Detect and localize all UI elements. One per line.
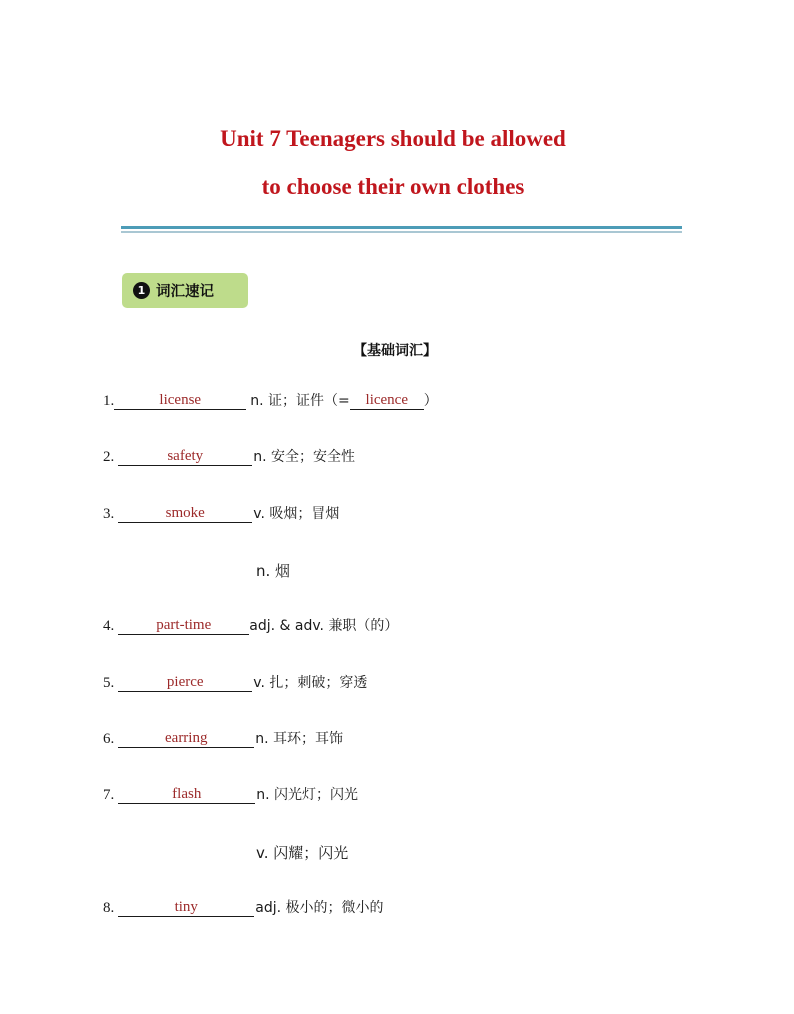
subheading: 【基础词汇】: [353, 343, 437, 359]
item-number: 1.: [103, 393, 115, 409]
answer-blank: license: [114, 392, 246, 410]
answer-blank-alt: licence: [350, 392, 424, 410]
list-item: [103, 390, 438, 410]
answer-blank: tiny: [118, 899, 254, 917]
title-divider-shadow: [121, 231, 682, 233]
item-meaning-secondary: v. 闪耀；闪光: [256, 844, 349, 862]
item-number: 4.: [103, 618, 115, 634]
item-meaning: v. 扎；刺破；穿透: [253, 675, 368, 691]
item-meaning: adj. 极小的；微小的: [255, 900, 384, 916]
list-item: [103, 446, 355, 466]
item-meaning: n. 闪光灯；闪光: [256, 787, 359, 803]
item-number: 3.: [103, 506, 115, 522]
item-meaning: n. 耳环；耳饰: [255, 731, 344, 747]
answer-blank: earring: [118, 730, 254, 748]
answer-blank: flash: [118, 786, 255, 804]
item-meaning: n. 证；证件（=: [250, 393, 350, 409]
item-meaning: n. 安全；安全性: [253, 449, 356, 465]
page-title-line1: Unit 7 Teenagers should be allowed: [220, 126, 566, 151]
answer-blank: pierce: [118, 674, 252, 692]
item-number: 5.: [103, 675, 115, 691]
section-label: 词汇速记: [156, 284, 214, 300]
item-number: 7.: [103, 787, 115, 803]
item-meaning-end: ）: [423, 393, 438, 409]
list-item: [103, 784, 358, 804]
item-number: 6.: [103, 731, 115, 747]
answer-blank: part-time: [118, 617, 249, 635]
item-meaning: adj. & adv. 兼职（的）: [249, 618, 399, 634]
list-item: [103, 503, 339, 523]
section-number-icon: 1: [133, 282, 150, 299]
page-title-line2: to choose their own clothes: [261, 174, 525, 199]
item-meaning-secondary: n. 烟: [256, 562, 291, 580]
list-item: [103, 728, 343, 748]
answer-blank: safety: [118, 448, 252, 466]
answer-blank: smoke: [118, 505, 252, 523]
item-number: 2.: [103, 449, 115, 465]
list-item: [103, 672, 367, 692]
title-divider: [121, 226, 682, 229]
list-item: [103, 615, 398, 635]
list-item: [103, 897, 384, 917]
item-meaning: v. 吸烟；冒烟: [253, 506, 340, 522]
section-badge: [122, 273, 248, 308]
item-number: 8.: [103, 900, 115, 916]
